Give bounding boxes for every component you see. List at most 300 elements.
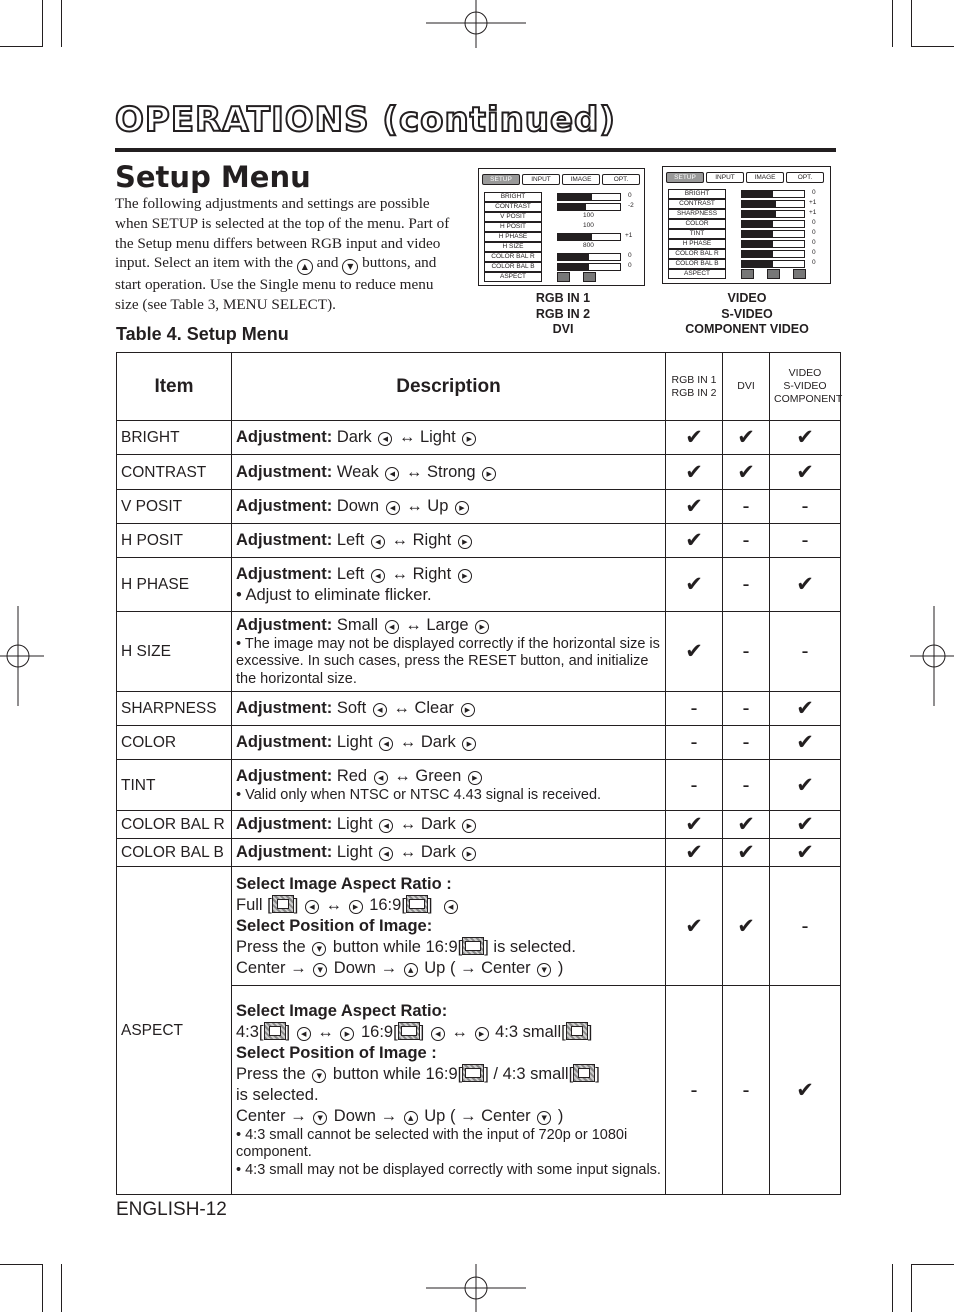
- description-cell: [232, 867, 666, 986]
- right-button-icon: ▶: [462, 819, 476, 833]
- down-button-icon: ▼: [537, 963, 551, 977]
- header-line: S-VIDEO: [783, 380, 827, 392]
- aspect-text: 16:9[: [360, 1022, 398, 1041]
- left-button-icon: ◀: [385, 467, 399, 481]
- menu-item: COLOR BAL B: [484, 262, 542, 272]
- adjustment-left: Dark: [336, 428, 372, 446]
- down-button-icon: ▼: [312, 942, 326, 956]
- mark-dvi: -: [723, 558, 770, 612]
- adjustment-left: Left: [336, 531, 365, 549]
- header-line: COMPONENT: [774, 393, 843, 405]
- mark-rgb: ✔: [666, 490, 723, 524]
- adjustment-line: Adjustment: Soft ◀ ↔ Clear ▶: [236, 698, 661, 719]
- menu-item: ASPECT: [484, 272, 542, 282]
- menu-level-bar: [557, 233, 621, 241]
- mark-rgb: ✔: [666, 558, 723, 612]
- adjustment-line: Adjustment: Light ◀ ↔ Dark ▶: [236, 842, 661, 863]
- aspect-line: Press the ▼ button while 16:9[ ] / 4:3 small[ ]: [236, 1064, 600, 1083]
- table-row: [117, 811, 841, 839]
- adjustment-right: Large: [426, 615, 469, 634]
- table-row: [117, 558, 841, 612]
- item-cell: H POSIT: [117, 524, 232, 558]
- up-button-icon: ▲: [404, 963, 418, 977]
- menu-level-bar: [741, 260, 805, 268]
- aspect-text: Down →: [333, 958, 398, 977]
- menu-level-bar: [741, 230, 805, 238]
- adjustment-right: Light: [419, 428, 456, 446]
- mark-dvi: ✔: [723, 867, 770, 986]
- description-cell: [232, 612, 666, 692]
- description-cell: [232, 839, 666, 867]
- mark-video: ✔: [770, 726, 841, 760]
- left-button-icon: ◀: [373, 703, 387, 717]
- mark-rgb: ✔: [666, 811, 723, 839]
- adjustment-line: Adjustment: Small ◀ ↔ Large ▶: [236, 615, 661, 636]
- adjustment-left: Soft: [336, 699, 367, 717]
- aspect-line: Full [ ] ◀ ↔ ▶ 16:9[ ] ◀: [236, 895, 661, 916]
- mark-dvi: -: [723, 612, 770, 692]
- menu-value: 0: [812, 219, 816, 226]
- menu-value: +1: [809, 199, 817, 206]
- item-cell: V POSIT: [117, 490, 232, 524]
- left-button-icon: ◀: [379, 737, 393, 751]
- aspect-text: ] / 4:3 small[: [484, 1064, 574, 1083]
- up-button-icon: ▲: [297, 259, 313, 275]
- menu-item: CONTRAST: [484, 202, 542, 212]
- mark-rgb: -: [666, 692, 723, 726]
- table-row: [117, 490, 841, 524]
- adjustment-label: Adjustment:: [236, 843, 333, 861]
- crop-mark: [61, 1264, 62, 1312]
- adjustment-right: Up: [427, 497, 449, 515]
- aspect-text: Press the: [236, 937, 306, 956]
- aspect-text: ] is selected.: [484, 937, 576, 956]
- table-row: [117, 839, 841, 867]
- menu-item: COLOR: [668, 219, 726, 229]
- menu-value: 0: [812, 229, 816, 236]
- adjustment-label: Adjustment:: [236, 531, 333, 549]
- left-button-icon: ◀: [379, 847, 393, 861]
- menu-item: COLOR BAL B: [668, 259, 726, 269]
- aspect-note: • 4:3 small may not be displayed correctly with some input signals.: [236, 1161, 661, 1178]
- right-button-icon: ▶: [462, 847, 476, 861]
- header-video: [770, 353, 841, 421]
- aspect-43-icon: [264, 1022, 286, 1040]
- crop-mark: [892, 0, 893, 47]
- mark-dvi: -: [723, 726, 770, 760]
- adjustment-left: Red: [336, 766, 368, 785]
- adjustment-right: Strong: [427, 462, 476, 481]
- adjustment-note: • The image may not be displayed correctly if the horizontal size is excessive. In such cases, press the RESET button, and initialize the horizontal size.: [236, 635, 660, 687]
- mark-rgb: ✔: [666, 524, 723, 558]
- aspect-text: Down →: [333, 1106, 398, 1125]
- adjustment-note: • Adjust to eliminate flicker.: [236, 585, 432, 604]
- aspect-text: Up ( → Center: [424, 1106, 531, 1125]
- caption-line: RGB IN 2: [535, 306, 591, 321]
- menu-level-bar: [557, 253, 621, 261]
- aspect-169-icon: [406, 895, 428, 913]
- setup-menu-table: [116, 352, 841, 1195]
- menu-screen-video: [662, 166, 831, 284]
- adjustment-right: Dark: [420, 815, 456, 833]
- aspect-line: [236, 958, 661, 979]
- left-button-icon: ◀: [385, 620, 399, 634]
- aspect-169-icon: [398, 1022, 420, 1040]
- adjustment-left: Light: [336, 843, 373, 861]
- menu-tab: OPT.: [786, 172, 824, 183]
- aspect-note: • 4:3 small cannot be selected with the input of 720p or 1080i component.: [236, 1126, 628, 1161]
- adjustment-line: Adjustment: Light ◀ ↔ Dark ▶: [236, 814, 661, 835]
- table-row-aspect-a: [117, 867, 841, 986]
- header-rgb: [666, 353, 723, 421]
- left-button-icon: ◀: [444, 900, 458, 914]
- right-button-icon: ▶: [349, 900, 363, 914]
- adjustment-right: Right: [412, 564, 452, 583]
- adjustment-right: Dark: [420, 843, 456, 861]
- mark-video: -: [770, 867, 841, 986]
- adjustment-label: Adjustment:: [236, 564, 333, 583]
- mark-dvi: -: [723, 524, 770, 558]
- adjustment-label: Adjustment:: [236, 428, 333, 446]
- crop-mark: [61, 0, 62, 47]
- menu-value: 0: [812, 259, 816, 266]
- menu-item: H PHASE: [484, 232, 542, 242]
- item-cell: COLOR BAL B: [117, 839, 232, 867]
- mark-rgb: ✔: [666, 455, 723, 490]
- description-cell: [232, 490, 666, 524]
- mark-dvi: ✔: [723, 421, 770, 455]
- menu-tab: OPT.: [602, 174, 640, 185]
- right-button-icon: ▶: [340, 1027, 354, 1041]
- mark-video: ✔: [770, 692, 841, 726]
- crop-mark: [42, 0, 43, 47]
- aspect-169-icon: [583, 272, 596, 282]
- header-item: Item: [117, 353, 232, 421]
- adjustment-label: Adjustment:: [236, 733, 333, 751]
- menu-value: 0: [628, 252, 632, 259]
- down-button-icon: ▼: [537, 1111, 551, 1125]
- menu-tab: SETUP: [482, 174, 520, 185]
- aspect-heading: Select Position of Image:: [236, 916, 433, 935]
- right-button-icon: ▶: [482, 467, 496, 481]
- left-button-icon: ◀: [371, 569, 385, 583]
- aspect-full-icon: [557, 272, 570, 282]
- aspect-text: ): [557, 958, 564, 977]
- right-button-icon: ▶: [468, 771, 482, 785]
- adjustment-label: Adjustment:: [236, 615, 333, 634]
- menu-screen-rgb: [478, 168, 645, 286]
- adjustment-right: Right: [412, 531, 452, 549]
- right-button-icon: ▶: [462, 737, 476, 751]
- intro-text-3: buttons, and start operation. Use the Single menu to reduce menu size (see Table 3, MENU SELECT).: [115, 254, 437, 314]
- description-cell: [232, 692, 666, 726]
- mark-video: ✔: [770, 455, 841, 490]
- menu-value: 100: [583, 222, 594, 229]
- adjustment-left: Light: [336, 815, 373, 833]
- header-line: RGB IN 2: [671, 386, 717, 399]
- aspect-169-icon: [462, 1064, 484, 1082]
- aspect-heading: Select Image Aspect Ratio :: [236, 874, 452, 893]
- mark-video: ✔: [770, 760, 841, 811]
- left-button-icon: ◀: [386, 501, 400, 515]
- mark-dvi: ✔: [723, 839, 770, 867]
- mark-dvi: -: [723, 986, 770, 1195]
- table-row: [117, 692, 841, 726]
- description-cell: [232, 558, 666, 612]
- aspect-169-icon: [767, 269, 780, 279]
- crop-mark: [0, 1264, 42, 1265]
- adjustment-left: Light: [336, 733, 373, 751]
- aspect-full-icon: [272, 895, 294, 913]
- menu-item: ASPECT: [668, 269, 726, 279]
- aspect-text: Press the: [236, 1064, 306, 1083]
- table-row: [117, 455, 841, 490]
- item-cell: CONTRAST: [117, 455, 232, 490]
- menu-tab: IMAGE: [746, 172, 784, 183]
- mark-video: -: [770, 490, 841, 524]
- aspect-text: button while 16:9[: [332, 937, 463, 956]
- adjustment-right: Dark: [420, 733, 456, 751]
- adjustment-left: Small: [336, 615, 379, 634]
- menu-item: BRIGHT: [668, 189, 726, 199]
- caption-line: S-VIDEO: [721, 306, 773, 321]
- mark-video: ✔: [770, 839, 841, 867]
- table-row: [117, 421, 841, 455]
- header-description: Description: [232, 353, 666, 421]
- left-button-icon: ◀: [297, 1027, 311, 1041]
- crop-mark: [892, 1264, 893, 1312]
- crop-mark: [911, 0, 912, 47]
- mark-video: ✔: [770, 811, 841, 839]
- menu-item: SHARPNESS: [668, 209, 726, 219]
- right-button-icon: ▶: [455, 501, 469, 515]
- description-cell: [232, 524, 666, 558]
- menu-value: 0: [628, 262, 632, 269]
- menu-item: TINT: [668, 229, 726, 239]
- title-rule: [115, 148, 836, 152]
- adjustment-left: Weak: [336, 462, 379, 481]
- item-cell: COLOR BAL R: [117, 811, 232, 839]
- header-dvi: DVI: [723, 353, 770, 421]
- adjustment-label: Adjustment:: [236, 462, 333, 481]
- menu-item: H SIZE: [484, 242, 542, 252]
- aspect-heading: Select Image Aspect Ratio:: [236, 1001, 448, 1020]
- down-button-icon: ▼: [342, 259, 358, 275]
- intro-text-1: The following adjustments and settings are possible when SETUP is selected at the top of the menu. Part of the Setup menu differs between RGB input and video input. Select an item with the: [115, 195, 450, 272]
- header-line: RGB IN 1: [671, 373, 717, 386]
- registration-mark-bottom: [426, 1264, 526, 1312]
- description-cell: [232, 986, 666, 1195]
- mark-rgb: -: [666, 726, 723, 760]
- menu-level-bar: [741, 240, 805, 248]
- crop-mark: [0, 46, 42, 47]
- right-button-icon: ▶: [458, 535, 472, 549]
- left-button-icon: ◀: [374, 771, 388, 785]
- description-cell: [232, 760, 666, 811]
- adjustment-line: Adjustment: Left ◀ ↔ Right ▶: [236, 564, 661, 585]
- menu-level-bar: [557, 203, 621, 211]
- menu-tab: SETUP: [666, 172, 704, 183]
- mark-rgb: ✔: [666, 612, 723, 692]
- mark-video: ✔: [770, 986, 841, 1195]
- adjustment-line: Adjustment: Weak ◀ ↔ Strong ▶: [236, 462, 661, 483]
- mark-rgb: ✔: [666, 839, 723, 867]
- item-cell: TINT: [117, 760, 232, 811]
- item-cell: H SIZE: [117, 612, 232, 692]
- mark-rgb: ✔: [666, 867, 723, 986]
- aspect-line: [236, 937, 661, 958]
- left-button-icon: ◀: [431, 1027, 445, 1041]
- right-button-icon: ▶: [475, 1027, 489, 1041]
- adjustment-label: Adjustment:: [236, 497, 333, 515]
- menu-value: +1: [809, 209, 817, 216]
- table-caption: Table 4. Setup Menu: [116, 324, 289, 344]
- table-row: [117, 760, 841, 811]
- adjustment-note: • Valid only when NTSC or NTSC 4.43 signal is received.: [236, 786, 602, 803]
- left-button-icon: ◀: [305, 900, 319, 914]
- mark-dvi: -: [723, 490, 770, 524]
- left-button-icon: ◀: [378, 432, 392, 446]
- adjustment-left: Down: [336, 497, 380, 515]
- registration-mark-top: [426, 0, 526, 48]
- description-cell: [232, 455, 666, 490]
- menu-item: H POSIT: [484, 222, 542, 232]
- table-header-row: [117, 353, 841, 421]
- adjustment-line: Adjustment: Down ◀ ↔ Up ▶: [236, 496, 661, 517]
- caption-line: COMPONENT VIDEO: [685, 322, 809, 336]
- aspect-43-small-icon: [566, 1022, 588, 1040]
- down-button-icon: ▼: [312, 1069, 326, 1083]
- page-footer: ENGLISH-12: [116, 1199, 227, 1220]
- aspect-169-icon: [462, 937, 484, 955]
- aspect-line: is selected.: [236, 1085, 319, 1104]
- adjustment-line: Adjustment: Dark ◀ ↔ Light ▶: [236, 427, 661, 448]
- header-line: VIDEO: [788, 367, 822, 379]
- item-cell: ASPECT: [117, 867, 232, 1195]
- table-row: [117, 524, 841, 558]
- aspect-text: Full [: [236, 895, 272, 914]
- menu-level-bar: [741, 190, 805, 198]
- caption-line: VIDEO: [727, 291, 767, 305]
- menu-value: 0: [628, 192, 632, 199]
- operations-title: OPERATIONS (continued): [115, 100, 616, 140]
- left-button-icon: ◀: [379, 819, 393, 833]
- aspect-text: ): [557, 1106, 564, 1125]
- section-title: Setup Menu: [115, 160, 311, 194]
- intro-paragraph: [115, 194, 460, 315]
- menu-value: 800: [583, 242, 594, 249]
- up-button-icon: ▲: [404, 1111, 418, 1125]
- right-button-icon: ▶: [458, 569, 472, 583]
- left-button-icon: ◀: [371, 535, 385, 549]
- description-cell: [232, 726, 666, 760]
- crop-mark: [911, 1264, 912, 1312]
- description-cell: [232, 421, 666, 455]
- mark-dvi: ✔: [723, 811, 770, 839]
- aspect-text: 16:9[: [369, 895, 406, 914]
- mark-dvi: -: [723, 760, 770, 811]
- table-row: [117, 612, 841, 692]
- menu-tab: INPUT: [522, 174, 560, 185]
- menu-caption-video: [667, 291, 827, 338]
- down-button-icon: ▼: [313, 1111, 327, 1125]
- right-button-icon: ▶: [462, 432, 476, 446]
- menu-value: -2: [628, 202, 634, 209]
- aspect-43-small-icon: [793, 269, 806, 279]
- mark-video: -: [770, 524, 841, 558]
- menu-value: 0: [812, 249, 816, 256]
- intro-text-2: and: [316, 254, 339, 272]
- menu-item: COLOR BAL R: [484, 252, 542, 262]
- description-cell: [232, 811, 666, 839]
- aspect-text: button while 16:9[: [332, 1064, 463, 1083]
- menu-item: CONTRAST: [668, 199, 726, 209]
- menu-level-bar: [557, 193, 621, 201]
- item-cell: SHARPNESS: [117, 692, 232, 726]
- aspect-text: 4:3[: [236, 1022, 264, 1041]
- item-cell: H PHASE: [117, 558, 232, 612]
- adjustment-line: Adjustment: Left ◀ ↔ Right ▶: [236, 530, 661, 551]
- mark-rgb: -: [666, 986, 723, 1195]
- aspect-43-icon: [741, 269, 754, 279]
- down-button-icon: ▼: [313, 963, 327, 977]
- menu-caption-rgb: [503, 291, 623, 338]
- aspect-line: [236, 1106, 661, 1127]
- menu-item: H PHASE: [668, 239, 726, 249]
- mark-video: -: [770, 612, 841, 692]
- adjustment-label: Adjustment:: [236, 815, 333, 833]
- menu-value: +1: [625, 232, 633, 239]
- adjustment-line: Adjustment: Light ◀ ↔ Dark ▶: [236, 732, 661, 753]
- adjustment-right: Clear: [414, 699, 454, 717]
- crop-mark: [912, 46, 954, 47]
- mark-rgb: -: [666, 760, 723, 811]
- adjustment-line: Adjustment: Red ◀ ↔ Green ▶: [236, 766, 661, 787]
- menu-tab: IMAGE: [562, 174, 600, 185]
- menu-level-bar: [741, 250, 805, 258]
- menu-value: 100: [583, 212, 594, 219]
- item-cell: COLOR: [117, 726, 232, 760]
- right-button-icon: ▶: [461, 703, 475, 717]
- menu-level-bar: [741, 210, 805, 218]
- adjustment-left: Left: [336, 564, 365, 583]
- menu-level-bar: [557, 263, 621, 271]
- crop-mark: [42, 1264, 43, 1312]
- mark-rgb: ✔: [666, 421, 723, 455]
- menu-item: V POSIT: [484, 212, 542, 222]
- aspect-heading: Select Position of Image :: [236, 1043, 437, 1062]
- mark-video: ✔: [770, 558, 841, 612]
- table-row: [117, 726, 841, 760]
- registration-mark-right: [910, 606, 954, 706]
- menu-item: COLOR BAL R: [668, 249, 726, 259]
- mark-video: ✔: [770, 421, 841, 455]
- caption-line: DVI: [552, 322, 574, 336]
- adjustment-right: Green: [415, 766, 462, 785]
- menu-item: BRIGHT: [484, 192, 542, 202]
- aspect-text: 4:3 small[: [495, 1022, 566, 1041]
- mark-dvi: ✔: [723, 455, 770, 490]
- item-cell: BRIGHT: [117, 421, 232, 455]
- aspect-text: Center →: [236, 1106, 307, 1125]
- aspect-text: Center →: [236, 958, 307, 977]
- aspect-line: 4:3[ ] ◀ ↔ ▶ 16:9[ ] ◀ ↔ ▶ 4:3 small[ ]: [236, 1022, 593, 1041]
- aspect-text: Up ( → Center: [424, 958, 531, 977]
- menu-level-bar: [741, 200, 805, 208]
- aspect-43-small-icon: [573, 1064, 595, 1082]
- mark-dvi: -: [723, 692, 770, 726]
- menu-tab: INPUT: [706, 172, 744, 183]
